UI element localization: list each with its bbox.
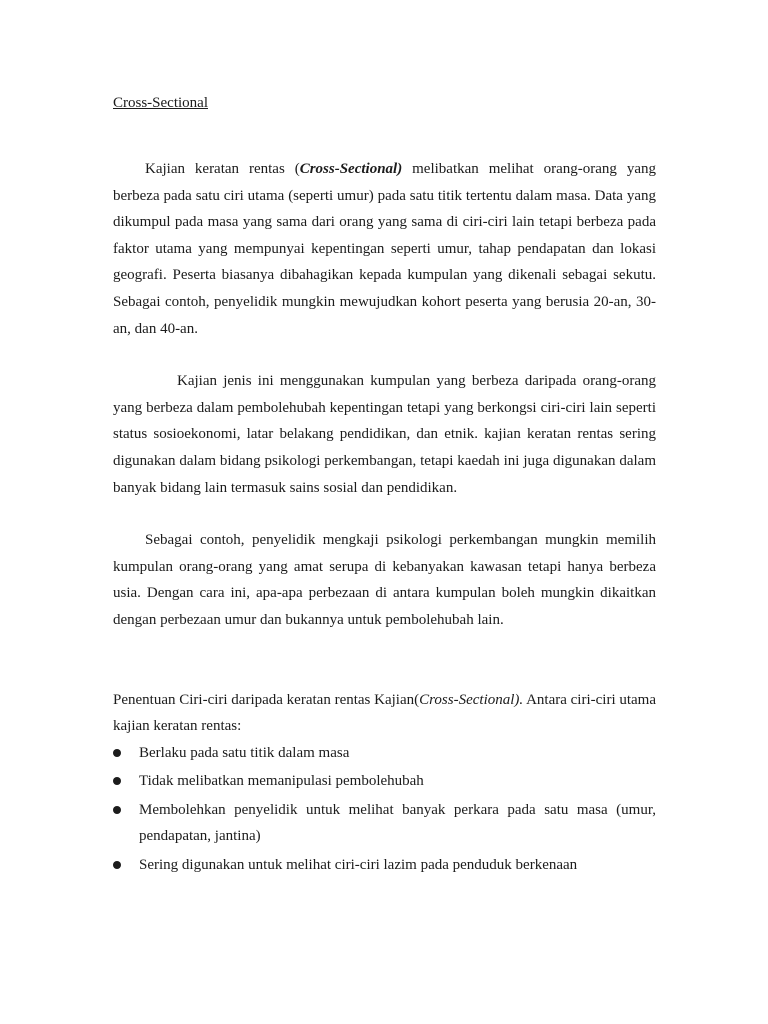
bullet-icon <box>113 777 121 785</box>
characteristics-list <box>113 740 656 879</box>
list-item-text: Sering digunakan untuk melihat ciri-ciri lazim pada penduduk berkenaan <box>139 857 578 874</box>
paragraph-1-intro: Kajian keratan rentas ( <box>145 161 300 177</box>
list-item-text: Berlaku pada satu titik dalam masa <box>139 744 350 761</box>
bullet-icon <box>113 861 121 869</box>
paragraph-3: Sebagai contoh, penyelidik mengkaji psikologi perkembangan mungkin memilih kumpulan orang-orang yang amat serupa di kebanyakan kawasan tetapi hanya berbeza usia. Dengan cara ini, apa-apa perbezaan di antara kumpulan boleh mungkin dikaitkan dengan perbezaan umur dan bukannya untuk pembolehubah lain. <box>113 532 656 628</box>
paragraph-1-body: melibatkan melihat orang-orang yang berbeza pada satu ciri utama (seperti umur) pada satu titik tertentu dalam masa. Data yang dikumpul pada masa yang sama dari orang yang sama di ciri-ciri lain tetapi berbeza pada faktor utama yang mempunyai kepentingan seperti umur, tahap pendapatan dan lokasi geografi. Peserta biasanya dibahagikan kepada kumpulan yang dikenali sebagai sekutu. Sebagai contoh, penyelidik mungkin mewujudkan kohort peserta yang berusia 20-an, 30-an, dan 40-an. <box>113 161 656 337</box>
paragraph-1-term: Cross-Sectional) <box>299 161 403 177</box>
list-item <box>113 768 656 795</box>
paragraph-1 <box>113 156 656 342</box>
list-item <box>113 852 656 879</box>
paragraph-4 <box>113 687 656 740</box>
paragraph-2: Kajian jenis ini menggunakan kumpulan yang berbeza daripada orang-orang yang berbeza dalam pembolehubah kepentingan tetapi yang berkongsi ciri-ciri lain seperti status sosioekonomi, latar belakang pendidikan, dan etnik. kajian keratan rentas sering digunakan dalam bidang psikologi perkembangan, tetapi kaedah ini juga digunakan dalam banyak bidang lain termasuk sains sosial dan pendidikan. <box>113 373 656 496</box>
document-page <box>113 90 656 881</box>
bullet-icon <box>113 806 121 814</box>
list-item-text: Membolehkan penyelidik untuk melihat banyak perkara pada satu masa (umur, pendapatan, jantina) <box>139 801 656 845</box>
section-heading: Cross-Sectional <box>113 95 208 111</box>
list-item-text: Tidak melibatkan memanipulasi pembolehubah <box>139 773 424 790</box>
paragraph-4-body: Antara ciri-ciri utama kajian keratan rentas: <box>113 691 657 735</box>
paragraph-4-term: Cross-Sectional). <box>419 691 524 708</box>
list-item <box>113 740 656 767</box>
bullet-icon <box>113 749 121 757</box>
paragraph-4-intro: Penentuan Ciri-ciri daripada keratan rentas Kajian( <box>113 691 420 708</box>
list-item <box>113 797 656 850</box>
